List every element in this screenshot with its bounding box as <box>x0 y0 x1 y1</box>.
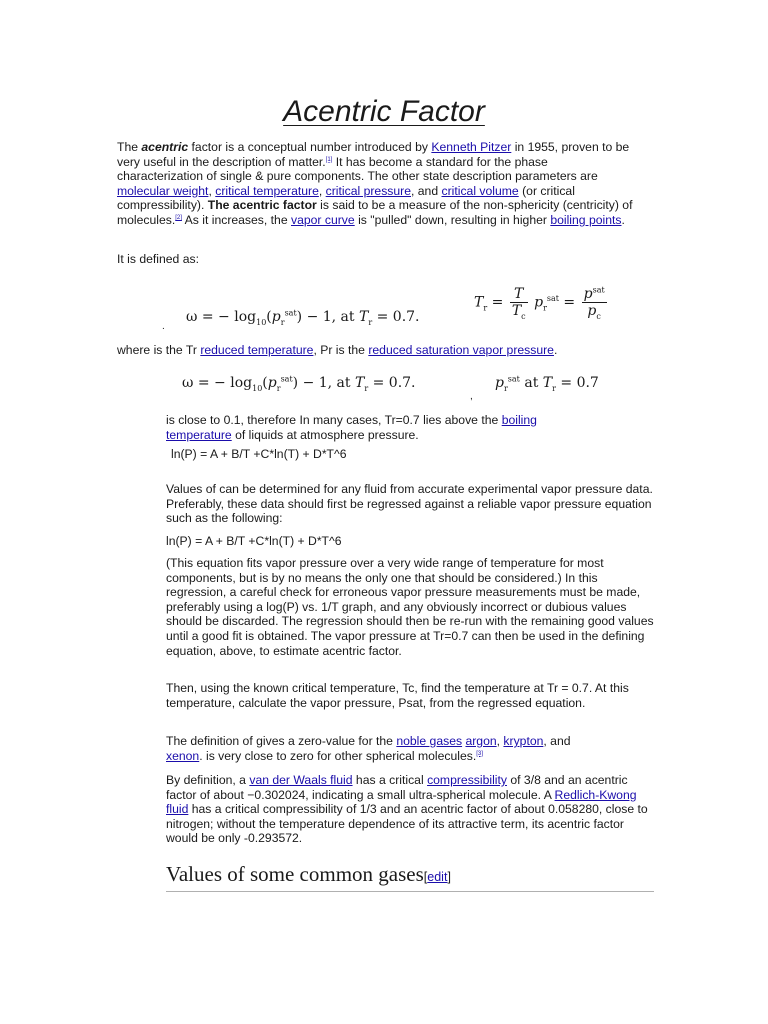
link-vapor-curve[interactable]: vapor curve <box>291 212 355 227</box>
reference-2[interactable]: [2] <box>175 214 182 221</box>
vapor-pressure-equation-1: ln(P) = A + B/T +C*ln(T) + D*T^6 <box>171 447 347 461</box>
link-reduced-temperature[interactable]: reduced temperature <box>200 343 314 357</box>
link-boiling-temperature[interactable]: boiling temperature <box>166 413 537 442</box>
intro-paragraph: The acentric factor is a conceptual number introduced by Kenneth Pitzer in 1955, proven to be very useful in the description of matter.[1] It has become a standard for the phase characterization of single & pure components. The other state description parameters are molecular weight, critical temperature, critical pressure, and critical volume (or critical compressibility). The acentric factor is said to be a measure of the non-sphericity (centricity) of molecules.[2] As it increases, the vapor curve is "pulled" down, resulting in higher boiling points. <box>117 140 633 227</box>
link-boiling-points[interactable]: boiling points <box>550 212 622 227</box>
link-noble-gases[interactable]: noble gases <box>396 734 463 748</box>
vapor-pressure-equation-2: ln(P) = A + B/T +C*ln(T) + D*T^6 <box>166 534 342 548</box>
edit-section-link[interactable]: edit <box>427 870 448 884</box>
link-argon[interactable]: argon <box>465 734 497 748</box>
saturation-pressure-condition: $p_r^{sat}$ at $T_r = 0.7$ <box>495 374 599 393</box>
link-redlich-kwong-fluid[interactable]: Redlich-Kwong fluid <box>166 787 637 817</box>
defined-as-text: It is defined as: <box>117 252 199 266</box>
critical-temperature-paragraph: Then, using the known critical temperature, Tc, find the temperature at Tr = 0.7. At this temperature, calculate the vapor pressure, Psat, from the regressed equation. <box>166 681 629 710</box>
where-paragraph: where is the Tr reduced temperature, Pr is the reduced saturation vapor pressure. <box>117 343 558 357</box>
link-van-der-waals-fluid[interactable]: van der Waals fluid <box>249 773 353 787</box>
van-der-waals-paragraph: By definition, a van der Waals fluid has a critical compressibility of 3/8 and an acentric factor of about −0.302024, indicating a small ultra-spherical molecule. A Redlich-Kwong fluid has a critical compressibility of 1/3 and an acentric factor of about 0.058280, close to nitrogen; without the temperature dependence of its attractive term, its acentric factor would be only -0.293572. <box>166 773 648 846</box>
link-krypton[interactable]: krypton <box>503 734 544 748</box>
page-title: Acentric Factor <box>283 95 485 128</box>
definition-paragraph: The definition of gives a zero-value for the noble gases argon, krypton, and xenon. is very close to zero for other spherical molecules.[3] <box>166 734 571 763</box>
link-critical-volume[interactable]: critical volume <box>441 183 519 198</box>
link-compressibility[interactable]: compressibility <box>427 773 507 787</box>
reduced-variables-equation: $T_r$ = $\frac{T}{T_c}$ $p_r^{sat}$ = $\frac{p^{sat}}{p_c}$ <box>474 285 605 321</box>
equation-dot: . <box>162 321 165 332</box>
link-kenneth-pitzer[interactable]: Kenneth Pitzer <box>431 140 512 154</box>
section-heading-text: Values of some common gases <box>166 862 424 886</box>
reference-3[interactable]: [3] <box>476 750 483 757</box>
equation-comma: , <box>470 391 473 402</box>
link-critical-temperature[interactable]: critical temperature <box>215 183 319 198</box>
close-paragraph: is close to 0.1, therefore In many cases, Tr=0.7 lies above the boiling temperature of liquids at atmosphere pressure. <box>166 413 537 442</box>
link-xenon[interactable]: xenon <box>166 748 200 763</box>
values-paragraph: Values of can be determined for any fluid from accurate experimental vapor pressure data. Preferably, these data should first be regressed against a reliable vapor pressure equation such as the following: <box>166 482 653 526</box>
section-heading: Values of some common gases[edit] <box>166 862 654 892</box>
link-molecular-weight[interactable]: molecular weight <box>117 183 209 198</box>
reference-1[interactable]: [1] <box>325 156 333 163</box>
acentric-factor-equation: ω = − $\log_{10}(p_r^{sat}) - 1$, at $T_r = 0.7$. <box>186 308 420 327</box>
acentric-factor-equation-repeat: ω = − $\log_{10}(p_r^{sat}) - 1$, at $T_r = 0.7$. <box>182 374 416 393</box>
regression-paragraph: (This equation fits vapor pressure over a very wide range of temperature for most components, but is by no means the only one that should be considered.) In this regression, a careful check for erroneous vapor pressure measurements must be made, preferably using a log(P) vs. 1/T graph, and any obviously incorrect or dubious values should be discarded. The regression should then be re-run with the remaining good values until a good fit is obtained. The vapor pressure at Tr=0.7 can then be used in the defining equation, above, to estimate acentric factor. <box>166 556 654 658</box>
link-critical-pressure[interactable]: critical pressure <box>325 183 411 198</box>
link-reduced-saturation-vapor-pressure[interactable]: reduced saturation vapor pressure <box>368 343 554 357</box>
